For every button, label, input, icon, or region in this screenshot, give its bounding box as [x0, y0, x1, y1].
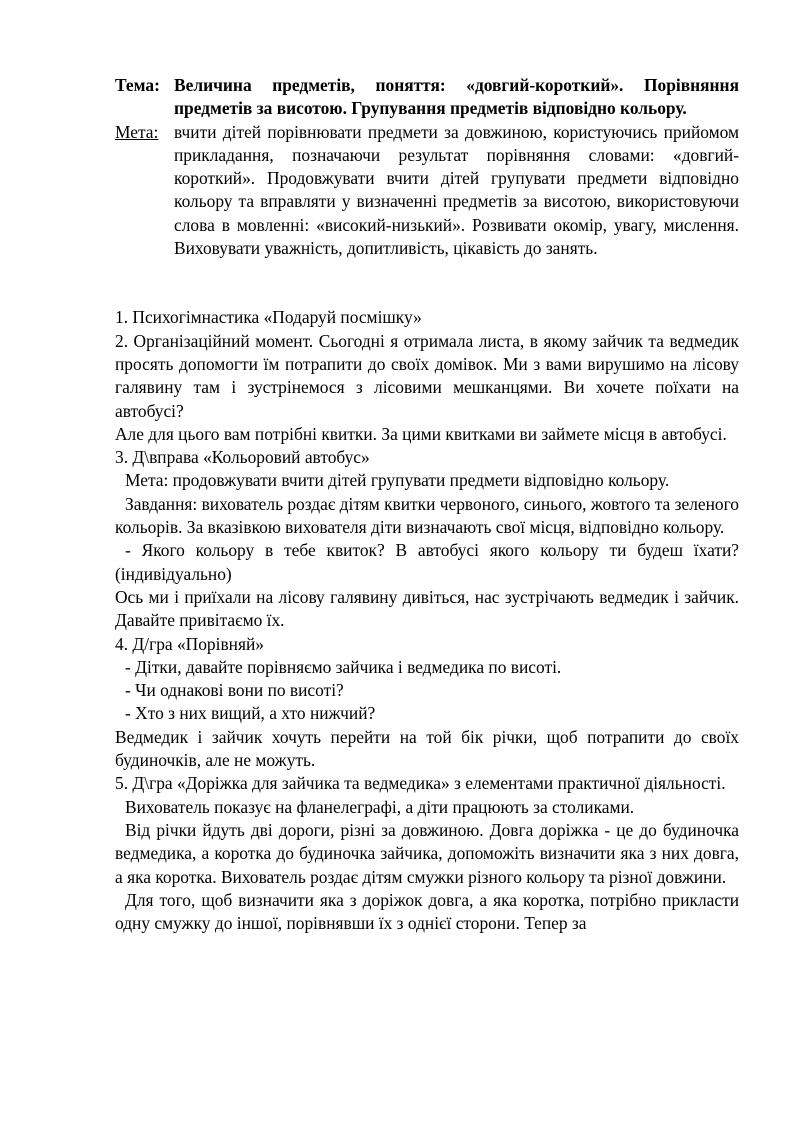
- topic-block: [115, 74, 739, 121]
- paragraph: Але для цього вам потрібні квитки. За цими квитками ви займете місця в автобусі.: [115, 423, 727, 444]
- topic-label: Тема:: [115, 75, 160, 95]
- paragraph: 4. Д/гра «Порівняй»: [115, 633, 264, 654]
- goal-label: Мета:: [115, 121, 159, 142]
- paragraph: - Якого кольору в тебе квиток? В автобусі якого кольору ти будеш їхати? (індивідуально): [115, 540, 739, 584]
- paragraph: 1. Психогімнастика «Подаруй посмішку»: [115, 307, 422, 328]
- paragraph: Ведмедик і зайчик хочуть перейти на той бік річки, щоб потрапити до своїх будиночків, але не можуть.: [115, 726, 739, 771]
- paragraph: Мета: продовжувати вчити дітей групувати предмети відповідно кольору.: [125, 470, 670, 491]
- paragraph: Ось ми і приїхали на лісову галявину дивіться, нас зустрічають ведмедик і зайчик. Давайте привітаємо їх.: [115, 586, 739, 631]
- paragraph: - Хто з них вищий, а хто нижчий?: [125, 703, 376, 724]
- paragraph: - Чи однакові вони по висоті?: [125, 680, 344, 701]
- goal-text: вчити дітей порівнювати предмети за довжиною, користуючись прийомом прикладання, позначаючи результат порівняння словами: «довгий-короткий». Продовжувати вчити дітей групувати предмети відповідно кольору та вправляти у визначенні предметів за висотою, використовуючи слова в мовленні: «високий-низький». Розвивати окомір, увагу, мислення. Виховувати уважність, допитливість, цікавість до занять.: [174, 121, 739, 259]
- topic-text: Величина предметів, поняття: «довгий-короткий». Порівняння предметів за висотою. Групування предметів відповідно кольору.: [174, 75, 739, 119]
- paragraph: 2. Організаційний момент. Сьогодні я отримала листа, в якому зайчик та ведмедик просять допомогти їм потрапити до своїх домівок. Ми з вами вирушимо на лісову галявину там і зустрінемося з лісовими мешканцями. Ви хочете поїхати на автобусі?: [115, 330, 739, 421]
- goal-block: [115, 121, 739, 261]
- paragraph: Вихователь показує на фланелеграфі, а діти працюють за столиками.: [125, 796, 635, 817]
- paragraph: Для того, щоб визначити яка з доріжок довга, а яка коротка, потрібно прикласти одну смужку до іншої, порівнявши їх з однієї сторони. Тепер за: [115, 889, 739, 934]
- section-gap: [115, 260, 739, 306]
- paragraph: Завдання: вихователь роздає дітям квитки червоного, синього, жовтого та зеленого кольорів. За вказівкою вихователя діти визначають свої місця, відповідно кольору.: [115, 493, 739, 538]
- document-page: [115, 74, 739, 935]
- paragraph: 5. Д\гра «Доріжка для зайчика та ведмедика» з елементами практичної діяльності.: [115, 773, 726, 794]
- paragraph: - Дітки, давайте порівняємо зайчика і ведмедика по висоті.: [125, 656, 562, 677]
- paragraph: 3. Д\вправа «Кольоровий автобус»: [115, 447, 370, 468]
- paragraph: Від річки йдуть дві дороги, різні за довжиною. Довга доріжка - це до будиночка ведмедика, а коротка до будиночка зайчика, допоможіть визначити яка з них довга, а яка коротка. Вихователь роздає дітям смужки різного кольору та різної довжини.: [115, 819, 739, 887]
